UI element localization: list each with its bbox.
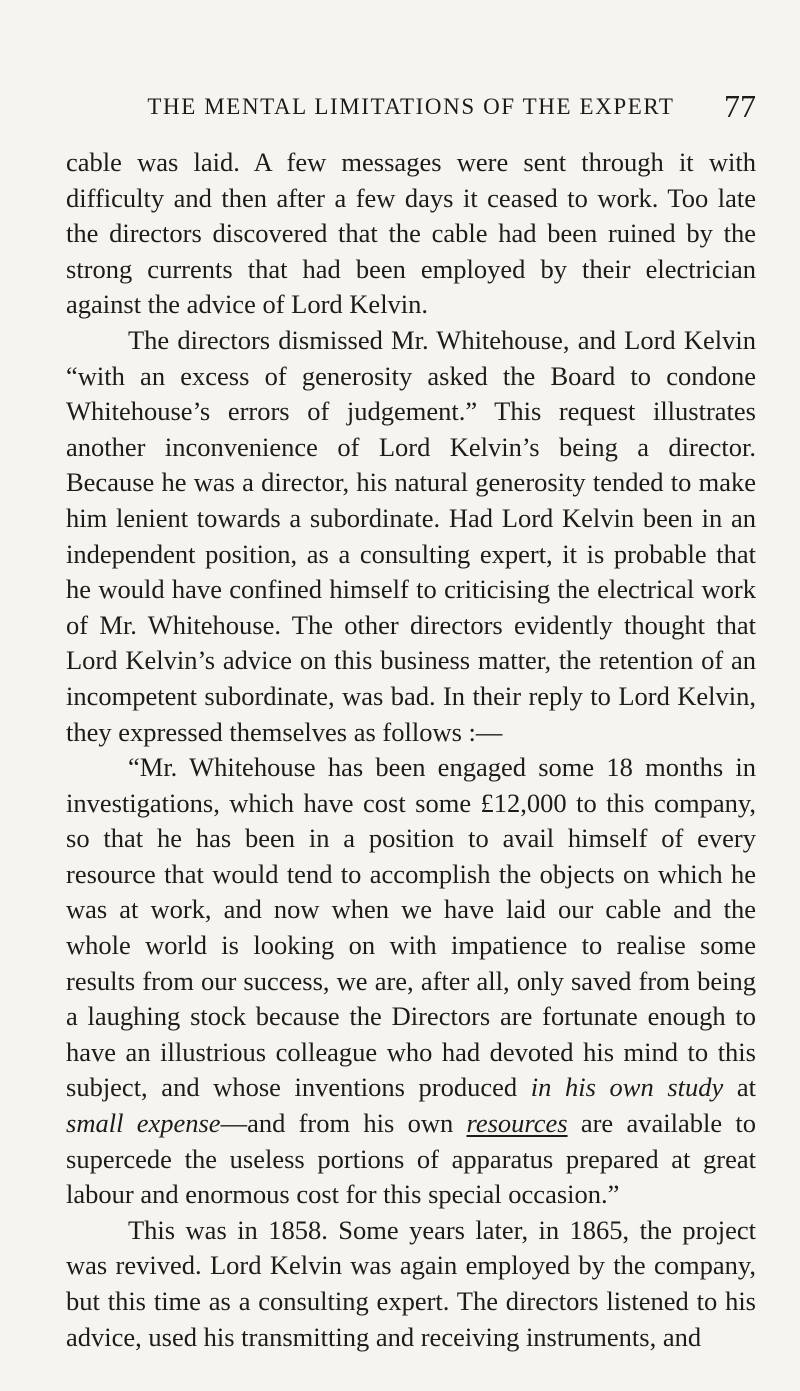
quote-italic-1: in his own study <box>530 1072 724 1103</box>
quotation-paragraph <box>66 750 756 1213</box>
quote-underlined: resources <box>466 1108 568 1139</box>
running-head: THE MENTAL LIMITATIONS OF THE EXPERT <box>147 94 675 119</box>
page-header <box>66 88 756 134</box>
quote-text-4: are available to supercede the useless portions of apparatus prepared at great labour and enormous cost for this special occasion.” <box>66 1108 756 1210</box>
paragraph-4: This was in 1858. Some years later, in 1865, the project was revived. Lord Kelvin was again employed by the company, but this time as a consulting expert. The directors listened to his advice, used his transmitting and receiving instruments, and <box>66 1214 756 1352</box>
page-number: 77 <box>724 88 756 124</box>
paragraph-2: The directors dismissed Mr. Whitehouse, and Lord Kelvin “with an excess of generosity asked the Board to condone Whitehouse’s errors of judgement.” This request illustrates another inconvenience of Lord Kelvin’s being a director. Because he was a director, his natural generosity tended to make him lenient towards a subordinate. Had Lord Kelvin been in an independent position, as a consulting expert, it is probable that he would have confined himself to criticising the electrical work of Mr. Whitehouse. The other directors evidently thought that Lord Kelvin’s advice on this business matter, the retention of an incompetent subordinate, was bad. In their reply to Lord Kelvin, they expressed themselves as follows :— <box>66 324 756 747</box>
quote-italic-2: small expense <box>66 1108 221 1139</box>
paragraph-1: cable was laid. A few messages were sent through it with difficulty and then after a few days it ceased to work. Too late the directors discovered that the cable had been ruined by the strong currents that had been employed by their electrician against the advice of Lord Kelvin. <box>66 147 756 320</box>
quote-text-2: at <box>723 1072 757 1103</box>
body-text <box>66 145 756 1355</box>
quote-text-3: —and from his own <box>220 1108 467 1139</box>
quote-text-1: “Mr. Whitehouse has been engaged some 18 months in investigations, which have cost some £12,000 to this company, so that he has been in a position to avail himself of every resource that would tend to accomplish the objects on which he was at work, and now when we have laid our cable and the whole world is looking on with impatience to realise some results from our success, we are, after all, only saved from being a laughing stock because the Directors are fortunate enough to have an illustrious colleague who had devoted his mind to this subject, and whose inventions produced <box>66 752 756 1103</box>
